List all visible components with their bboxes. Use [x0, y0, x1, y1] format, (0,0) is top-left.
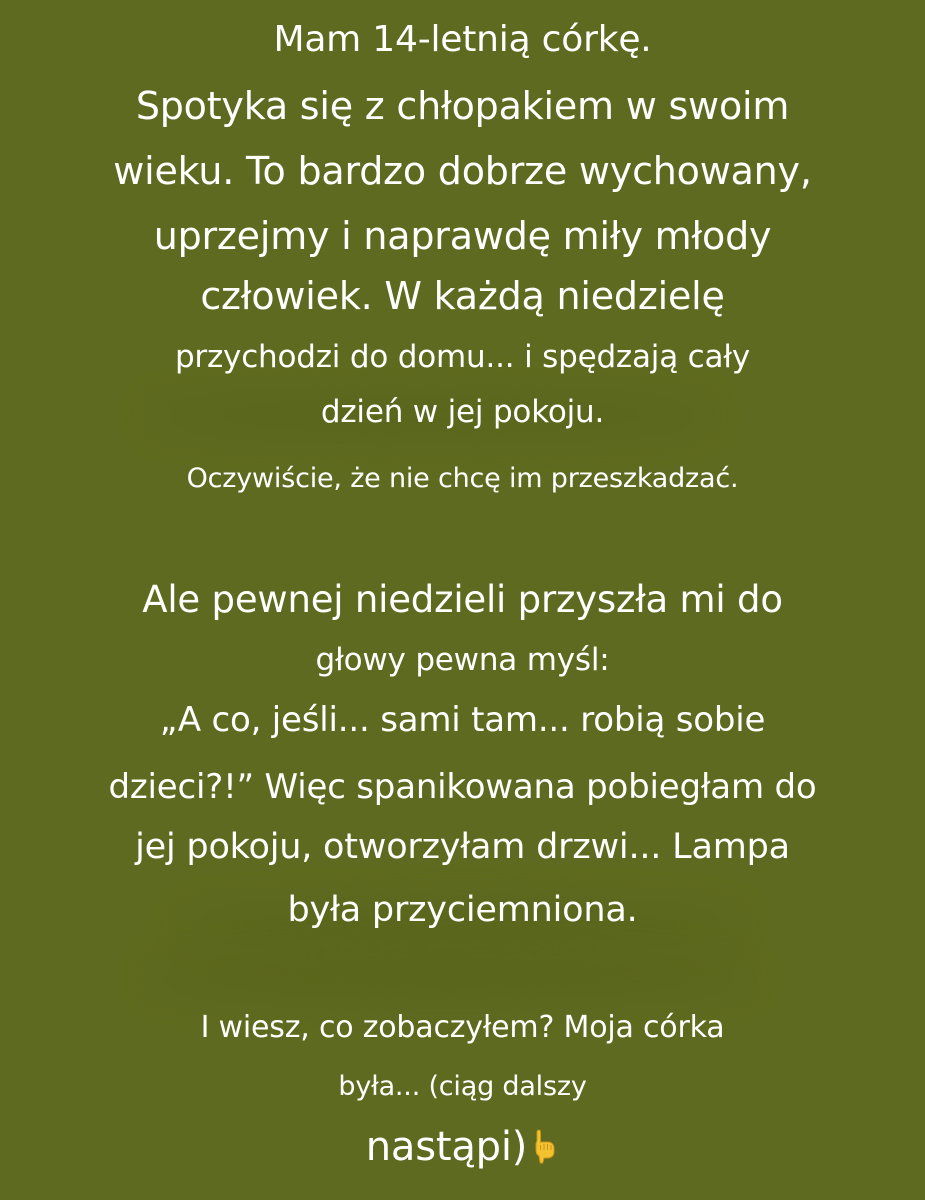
text-line-final-label: nastąpi) — [365, 1124, 528, 1170]
text-line: dzieci?!” Więc spanikowana pobiegłam do — [108, 767, 817, 807]
text-line: Spotyka się z chłopakiem w swoim — [135, 84, 790, 128]
text-line: jej pokoju, otworzyłam drzwi... Lampa — [135, 827, 790, 867]
text-line: człowiek. W każdą niedzielę — [200, 274, 725, 318]
text-line: przychodzi do domu... i spędzają cały — [174, 339, 751, 375]
text-line-final — [0, 1124, 925, 1171]
text-line: głowy pewna myśl: — [315, 642, 610, 678]
text-line: była przyciemniona. — [287, 890, 638, 930]
text-line: I wiesz, co zobaczyłem? Moja córka — [200, 1010, 725, 1045]
text-line: wieku. To bardzo dobrze wychowany, — [113, 149, 812, 193]
text-line: Oczywiście, że nie chcę im przeszkadzać. — [186, 463, 739, 494]
text-line: była... (ciąg dalszy — [338, 1071, 587, 1102]
text-line: „A co, jeśli... sami tam... robią sobie — [159, 700, 766, 740]
background-smudge — [150, 955, 750, 1000]
text-line: Ale pewnej niedzieli przyszła mi do — [142, 578, 783, 621]
text-line: Mam 14-letnią córkę. — [273, 19, 652, 60]
backhand-index-pointing-down-icon — [531, 1128, 559, 1171]
text-line: uprzejmy i naprawdę miły młody — [153, 214, 772, 258]
text-line: dzień w jej pokoju. — [320, 394, 605, 430]
